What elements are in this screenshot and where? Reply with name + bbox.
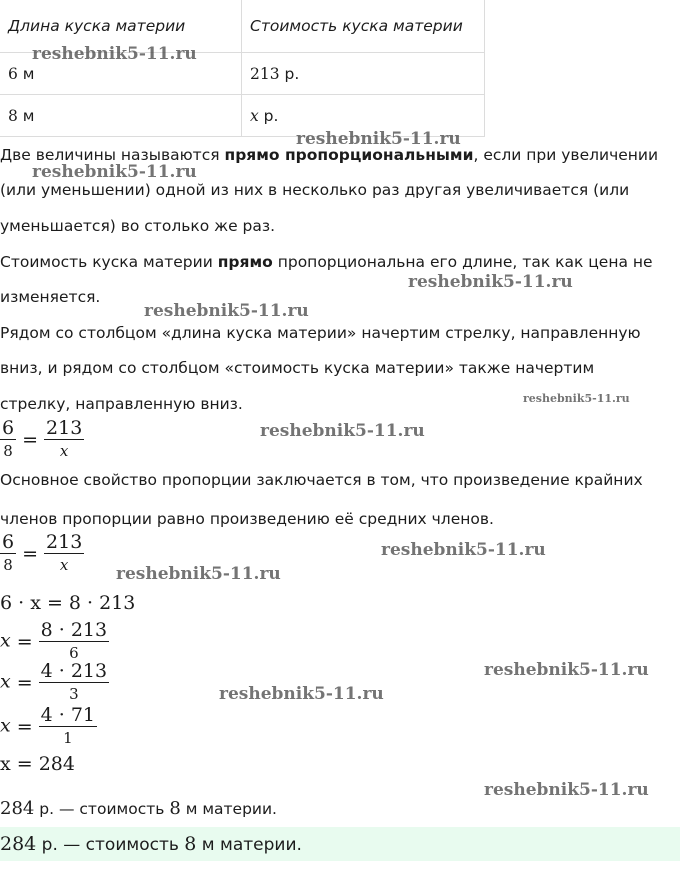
bold-term: прямо пропорциональными	[224, 146, 474, 164]
equals-sign: =	[22, 542, 39, 565]
fraction	[39, 619, 109, 664]
variable: x	[0, 670, 11, 693]
equation-step-4	[0, 704, 97, 749]
equals-sign: =	[22, 428, 39, 451]
equation-step-5: x = 284	[0, 753, 75, 775]
text-span: , если при увеличении	[473, 146, 659, 164]
text-span: р. — стоимость	[34, 800, 170, 818]
text-span: Две величины называются	[0, 146, 225, 164]
table-header-cost: Стоимость куска материи	[242, 0, 485, 53]
arrows-line-2: вниз, и рядом со столбцом «стоимость куска материи» также начертим	[0, 359, 595, 377]
length-value: 6	[8, 64, 18, 83]
watermark: reshebnik5-11.ru	[523, 392, 630, 405]
fraction	[0, 531, 16, 576]
numerator: 4 · 71	[40, 704, 96, 726]
watermark: reshebnik5-11.ru	[116, 564, 281, 584]
watermark: reshebnik5-11.ru	[381, 540, 546, 560]
length-unit: м	[17, 64, 35, 83]
length-value: 8	[8, 106, 18, 125]
variable: x	[0, 714, 11, 737]
numerator: 8 · 213	[40, 619, 108, 641]
statement-line-1	[0, 244, 680, 280]
watermark: reshebnik5-11.ru	[32, 44, 197, 64]
table-cell	[0, 95, 242, 137]
watermark: reshebnik5-11.ru	[484, 780, 649, 800]
denominator: 6	[39, 641, 109, 664]
fraction	[39, 704, 97, 749]
fraction	[39, 660, 109, 705]
denominator: 8	[0, 553, 16, 576]
numerator: 4 · 213	[40, 660, 108, 682]
fraction	[0, 417, 16, 462]
numerator: 213	[46, 531, 83, 553]
cost-unit: р.	[258, 106, 279, 125]
definition-line-3: уменьшается) во столько же раз.	[0, 217, 276, 235]
answer-box	[0, 827, 680, 861]
fraction	[44, 531, 84, 576]
numerator: 6	[2, 417, 15, 439]
equation-step-3	[0, 660, 109, 705]
answer-value: 284	[0, 833, 37, 855]
cost-unit: р.	[279, 64, 300, 83]
bold-term: прямо	[217, 253, 273, 271]
denominator: 8	[0, 439, 16, 462]
cost-value: 213	[250, 64, 280, 83]
proportion-2	[0, 531, 84, 576]
table-cell	[242, 53, 485, 95]
equals-sign: =	[16, 715, 33, 738]
watermark: reshebnik5-11.ru	[260, 421, 425, 441]
watermark: reshebnik5-11.ru	[32, 162, 197, 182]
definition-line-2: (или уменьшении) одной из них в несколько раз другая увеличивается (или	[0, 181, 630, 199]
result-value: 284	[0, 798, 35, 819]
property-line-1: Основное свойство пропорции заключается в том, что произведение крайних	[0, 471, 643, 489]
result-value: 8	[169, 798, 181, 819]
watermark: reshebnik5-11.ru	[144, 301, 309, 321]
table-header-length: Длина куска материи	[0, 0, 242, 53]
equals-sign: =	[16, 671, 33, 694]
watermark: reshebnik5-11.ru	[408, 272, 573, 292]
numerator: 6	[2, 531, 15, 553]
variable: x	[0, 629, 11, 652]
arrows-line-1: Рядом со столбцом «длина куска материи» начертим стрелку, направленную	[0, 324, 641, 342]
length-unit: м	[17, 106, 35, 125]
statement-line-2: изменяется.	[0, 288, 101, 306]
text-span: м материи.	[180, 800, 277, 818]
equals-sign: =	[16, 630, 33, 653]
denominator: x	[44, 439, 84, 462]
text-span: пропорциональна его длине, так как цена не	[272, 253, 653, 271]
arrows-line-3: стрелку, направленную вниз.	[0, 395, 243, 413]
numerator: 213	[46, 417, 83, 439]
equation-step-1: 6 · x = 8 · 213	[0, 592, 136, 614]
watermark: reshebnik5-11.ru	[219, 684, 384, 704]
denominator: x	[44, 553, 84, 576]
data-table	[0, 0, 485, 137]
text-span: Стоимость куска материи	[0, 253, 218, 271]
fraction	[44, 417, 84, 462]
cost-variable: x	[250, 106, 259, 125]
denominator: 1	[39, 726, 97, 749]
text-span: р. — стоимость	[36, 835, 185, 855]
denominator: 3	[39, 682, 109, 705]
watermark: reshebnik5-11.ru	[296, 129, 461, 149]
proportion-1	[0, 417, 84, 462]
watermark: reshebnik5-11.ru	[484, 660, 649, 680]
text-span: м материи.	[196, 835, 302, 855]
equation-step-2	[0, 619, 109, 664]
answer-value: 8	[184, 833, 197, 855]
property-line-2: членов пропорции равно произведению её средних членов.	[0, 510, 494, 528]
